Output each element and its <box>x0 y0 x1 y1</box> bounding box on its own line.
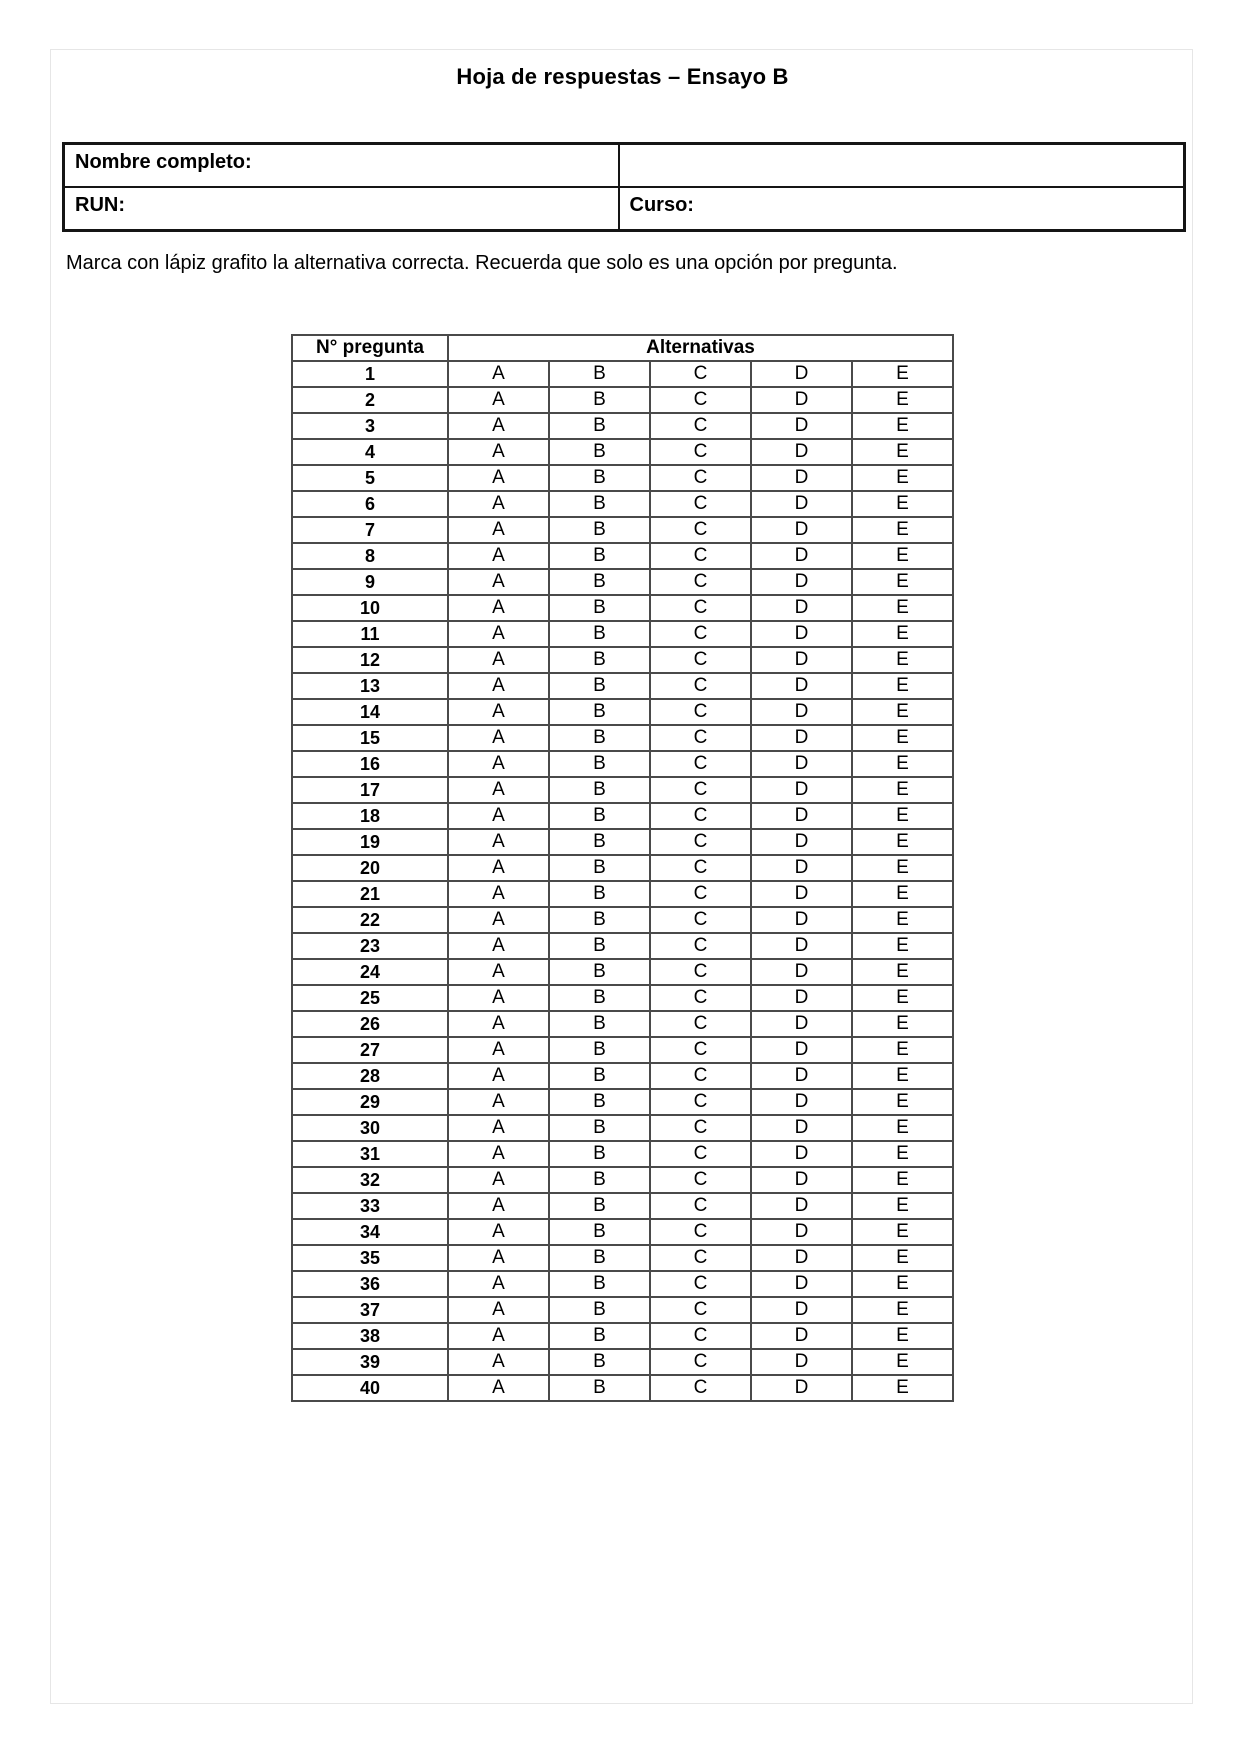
option-cell-e[interactable]: E <box>852 1115 953 1141</box>
option-cell-b[interactable]: B <box>549 1219 650 1245</box>
answer-row <box>292 829 953 855</box>
option-cell-d[interactable]: D <box>751 1245 852 1271</box>
option-cell-c[interactable]: C <box>650 1037 751 1063</box>
option-cell-c[interactable]: C <box>650 1219 751 1245</box>
option-cell-b[interactable]: B <box>549 1245 650 1271</box>
option-cell-e[interactable]: E <box>852 933 953 959</box>
run-label-cell[interactable]: RUN: <box>64 187 619 231</box>
option-cell-d[interactable]: D <box>751 1115 852 1141</box>
answer-row <box>292 673 953 699</box>
option-cell-d[interactable]: D <box>751 439 852 465</box>
answer-row <box>292 1011 953 1037</box>
option-cell-c[interactable]: C <box>650 803 751 829</box>
option-cell-d[interactable]: D <box>751 1375 852 1401</box>
option-cell-c[interactable]: C <box>650 1089 751 1115</box>
option-cell-b[interactable]: B <box>549 699 650 725</box>
question-number: 18 <box>292 803 448 829</box>
question-number: 20 <box>292 855 448 881</box>
option-cell-d[interactable]: D <box>751 543 852 569</box>
option-cell-b[interactable]: B <box>549 387 650 413</box>
option-cell-b[interactable]: B <box>549 829 650 855</box>
option-cell-e[interactable]: E <box>852 1297 953 1323</box>
option-cell-d[interactable]: D <box>751 1193 852 1219</box>
question-number: 24 <box>292 959 448 985</box>
answer-row <box>292 933 953 959</box>
option-cell-d[interactable]: D <box>751 491 852 517</box>
option-cell-b[interactable]: B <box>549 1037 650 1063</box>
option-cell-b[interactable]: B <box>549 517 650 543</box>
answer-row <box>292 1245 953 1271</box>
option-cell-b[interactable]: B <box>549 569 650 595</box>
question-number: 23 <box>292 933 448 959</box>
option-cell-c[interactable]: C <box>650 985 751 1011</box>
option-cell-d[interactable]: D <box>751 777 852 803</box>
question-number: 4 <box>292 439 448 465</box>
option-cell-d[interactable]: D <box>751 1141 852 1167</box>
option-cell-e[interactable]: E <box>852 1193 953 1219</box>
option-cell-a[interactable]: A <box>448 881 549 907</box>
instruction-text: Marca con lápiz grafito la alternativa correcta. Recuerda que solo es una opción por pregunta. <box>66 252 898 274</box>
option-cell-b[interactable]: B <box>549 751 650 777</box>
answer-row <box>292 543 953 569</box>
alternatives-header: Alternativas <box>448 335 953 361</box>
answer-row <box>292 595 953 621</box>
option-cell-d[interactable]: D <box>751 1037 852 1063</box>
option-cell-b[interactable]: B <box>549 1011 650 1037</box>
option-cell-d[interactable]: D <box>751 1011 852 1037</box>
option-cell-a[interactable]: A <box>448 699 549 725</box>
question-number: 19 <box>292 829 448 855</box>
option-cell-a[interactable]: A <box>448 1375 549 1401</box>
option-cell-d[interactable]: D <box>751 569 852 595</box>
option-cell-a[interactable]: A <box>448 387 549 413</box>
option-cell-e[interactable]: E <box>852 907 953 933</box>
option-cell-d[interactable]: D <box>751 1089 852 1115</box>
option-cell-e[interactable]: E <box>852 387 953 413</box>
option-cell-e[interactable]: E <box>852 491 953 517</box>
option-cell-b[interactable]: B <box>549 959 650 985</box>
option-cell-d[interactable]: D <box>751 361 852 387</box>
question-number: 14 <box>292 699 448 725</box>
answer-row <box>292 1349 953 1375</box>
option-cell-d[interactable]: D <box>751 387 852 413</box>
option-cell-c[interactable]: C <box>650 881 751 907</box>
question-number: 33 <box>292 1193 448 1219</box>
option-cell-d[interactable]: D <box>751 1323 852 1349</box>
answer-row <box>292 777 953 803</box>
option-cell-d[interactable]: D <box>751 985 852 1011</box>
answer-row <box>292 725 953 751</box>
answer-row <box>292 751 953 777</box>
option-cell-d[interactable]: D <box>751 647 852 673</box>
option-cell-e[interactable]: E <box>852 1011 953 1037</box>
answer-row <box>292 855 953 881</box>
option-cell-c[interactable]: C <box>650 907 751 933</box>
option-cell-a[interactable]: A <box>448 647 549 673</box>
option-cell-e[interactable]: E <box>852 361 953 387</box>
option-cell-d[interactable]: D <box>751 621 852 647</box>
answer-row <box>292 413 953 439</box>
question-number: 32 <box>292 1167 448 1193</box>
answer-row <box>292 1141 953 1167</box>
option-cell-b[interactable]: B <box>549 803 650 829</box>
option-cell-c[interactable]: C <box>650 751 751 777</box>
answer-row <box>292 907 953 933</box>
question-number: 28 <box>292 1063 448 1089</box>
option-cell-c[interactable]: C <box>650 855 751 881</box>
option-cell-c[interactable]: C <box>650 569 751 595</box>
option-cell-a[interactable]: A <box>448 491 549 517</box>
answer-row <box>292 491 953 517</box>
option-cell-c[interactable]: C <box>650 413 751 439</box>
option-cell-a[interactable]: A <box>448 413 549 439</box>
question-number: 21 <box>292 881 448 907</box>
question-number: 9 <box>292 569 448 595</box>
option-cell-e[interactable]: E <box>852 673 953 699</box>
option-cell-d[interactable]: D <box>751 907 852 933</box>
option-cell-b[interactable]: B <box>549 1063 650 1089</box>
option-cell-e[interactable]: E <box>852 777 953 803</box>
option-cell-b[interactable]: B <box>549 855 650 881</box>
question-number: 31 <box>292 1141 448 1167</box>
option-cell-a[interactable]: A <box>448 907 549 933</box>
question-number: 7 <box>292 517 448 543</box>
page-title: Hoja de respuestas – Ensayo B <box>456 64 789 89</box>
question-number: 27 <box>292 1037 448 1063</box>
answer-row <box>292 647 953 673</box>
option-cell-c[interactable]: C <box>650 1063 751 1089</box>
answer-row <box>292 1375 953 1401</box>
option-cell-a[interactable]: A <box>448 595 549 621</box>
option-cell-c[interactable]: C <box>650 595 751 621</box>
option-cell-e[interactable]: E <box>852 569 953 595</box>
answer-row <box>292 1115 953 1141</box>
option-cell-e[interactable]: E <box>852 1375 953 1401</box>
option-cell-b[interactable]: B <box>549 1141 650 1167</box>
answer-row <box>292 387 953 413</box>
question-number: 26 <box>292 1011 448 1037</box>
option-cell-c[interactable]: C <box>650 1245 751 1271</box>
question-number: 17 <box>292 777 448 803</box>
answer-row <box>292 465 953 491</box>
question-number: 36 <box>292 1271 448 1297</box>
option-cell-c[interactable]: C <box>650 1141 751 1167</box>
question-number: 1 <box>292 361 448 387</box>
option-cell-c[interactable]: C <box>650 1167 751 1193</box>
option-cell-c[interactable]: C <box>650 491 751 517</box>
option-cell-a[interactable]: A <box>448 855 549 881</box>
option-cell-a[interactable]: A <box>448 1297 549 1323</box>
name-value-cell[interactable] <box>619 144 1185 188</box>
option-cell-e[interactable]: E <box>852 829 953 855</box>
option-cell-b[interactable]: B <box>549 465 650 491</box>
question-number: 12 <box>292 647 448 673</box>
option-cell-a[interactable]: A <box>448 1219 549 1245</box>
option-cell-e[interactable]: E <box>852 413 953 439</box>
option-cell-e[interactable]: E <box>852 1141 953 1167</box>
answer-row <box>292 569 953 595</box>
option-cell-d[interactable]: D <box>751 1271 852 1297</box>
option-cell-a[interactable]: A <box>448 1271 549 1297</box>
question-number: 39 <box>292 1349 448 1375</box>
answer-row <box>292 1219 953 1245</box>
option-cell-e[interactable]: E <box>852 517 953 543</box>
option-cell-b[interactable]: B <box>549 647 650 673</box>
option-cell-b[interactable]: B <box>549 673 650 699</box>
option-cell-a[interactable]: A <box>448 439 549 465</box>
answer-row <box>292 1193 953 1219</box>
option-cell-a[interactable]: A <box>448 1323 549 1349</box>
option-cell-b[interactable]: B <box>549 777 650 803</box>
question-number: 13 <box>292 673 448 699</box>
option-cell-e[interactable]: E <box>852 803 953 829</box>
option-cell-e[interactable]: E <box>852 465 953 491</box>
option-cell-b[interactable]: B <box>549 933 650 959</box>
option-cell-d[interactable]: D <box>751 725 852 751</box>
option-cell-a[interactable]: A <box>448 1115 549 1141</box>
option-cell-a[interactable]: A <box>448 1089 549 1115</box>
option-cell-b[interactable]: B <box>549 1297 650 1323</box>
answer-row <box>292 803 953 829</box>
info-row-run-curso <box>64 187 1185 231</box>
question-number: 10 <box>292 595 448 621</box>
option-cell-c[interactable]: C <box>650 439 751 465</box>
option-cell-b[interactable]: B <box>549 1115 650 1141</box>
option-cell-a[interactable]: A <box>448 517 549 543</box>
option-cell-d[interactable]: D <box>751 1297 852 1323</box>
option-cell-b[interactable]: B <box>549 1349 650 1375</box>
option-cell-a[interactable]: A <box>448 465 549 491</box>
option-cell-a[interactable]: A <box>448 673 549 699</box>
option-cell-a[interactable]: A <box>448 1037 549 1063</box>
option-cell-b[interactable]: B <box>549 361 650 387</box>
option-cell-e[interactable]: E <box>852 1219 953 1245</box>
question-number: 6 <box>292 491 448 517</box>
answer-row <box>292 1037 953 1063</box>
option-cell-b[interactable]: B <box>549 543 650 569</box>
option-cell-b[interactable]: B <box>549 725 650 751</box>
question-number: 5 <box>292 465 448 491</box>
question-number: 25 <box>292 985 448 1011</box>
question-number: 3 <box>292 413 448 439</box>
answer-row <box>292 517 953 543</box>
option-cell-c[interactable]: C <box>650 777 751 803</box>
answer-row <box>292 1323 953 1349</box>
option-cell-e[interactable]: E <box>852 1323 953 1349</box>
option-cell-b[interactable]: B <box>549 985 650 1011</box>
option-cell-a[interactable]: A <box>448 985 549 1011</box>
option-cell-d[interactable]: D <box>751 1063 852 1089</box>
question-number: 22 <box>292 907 448 933</box>
option-cell-e[interactable]: E <box>852 1167 953 1193</box>
option-cell-e[interactable]: E <box>852 1349 953 1375</box>
info-row-name <box>64 144 1185 188</box>
option-cell-d[interactable]: D <box>751 413 852 439</box>
option-cell-e[interactable]: E <box>852 959 953 985</box>
question-number: 40 <box>292 1375 448 1401</box>
option-cell-c[interactable]: C <box>650 699 751 725</box>
option-cell-b[interactable]: B <box>549 1375 650 1401</box>
option-cell-c[interactable]: C <box>650 517 751 543</box>
answer-table-body <box>292 361 953 1401</box>
option-cell-c[interactable]: C <box>650 725 751 751</box>
option-cell-c[interactable]: C <box>650 1011 751 1037</box>
answer-row <box>292 439 953 465</box>
option-cell-b[interactable]: B <box>549 1193 650 1219</box>
option-cell-a[interactable]: A <box>448 959 549 985</box>
option-cell-e[interactable]: E <box>852 1245 953 1271</box>
option-cell-d[interactable]: D <box>751 959 852 985</box>
answer-row <box>292 959 953 985</box>
option-cell-b[interactable]: B <box>549 1167 650 1193</box>
option-cell-c[interactable]: C <box>650 829 751 855</box>
student-info-table <box>62 142 1186 232</box>
answer-row <box>292 699 953 725</box>
option-cell-e[interactable]: E <box>852 985 953 1011</box>
option-cell-b[interactable]: B <box>549 439 650 465</box>
option-cell-a[interactable]: A <box>448 1011 549 1037</box>
question-number: 16 <box>292 751 448 777</box>
option-cell-a[interactable]: A <box>448 1063 549 1089</box>
question-number: 38 <box>292 1323 448 1349</box>
option-cell-e[interactable]: E <box>852 595 953 621</box>
option-cell-d[interactable]: D <box>751 803 852 829</box>
option-cell-b[interactable]: B <box>549 1271 650 1297</box>
option-cell-e[interactable]: E <box>852 881 953 907</box>
answer-row <box>292 985 953 1011</box>
option-cell-c[interactable]: C <box>650 1115 751 1141</box>
answer-row <box>292 1271 953 1297</box>
option-cell-d[interactable]: D <box>751 517 852 543</box>
answer-row <box>292 1063 953 1089</box>
answer-row <box>292 1297 953 1323</box>
option-cell-d[interactable]: D <box>751 699 852 725</box>
answer-row <box>292 621 953 647</box>
option-cell-a[interactable]: A <box>448 725 549 751</box>
option-cell-e[interactable]: E <box>852 1271 953 1297</box>
option-cell-e[interactable]: E <box>852 1063 953 1089</box>
option-cell-b[interactable]: B <box>549 491 650 517</box>
option-cell-e[interactable]: E <box>852 543 953 569</box>
option-cell-b[interactable]: B <box>549 1089 650 1115</box>
option-cell-b[interactable]: B <box>549 621 650 647</box>
option-cell-a[interactable]: A <box>448 777 549 803</box>
question-number: 37 <box>292 1297 448 1323</box>
option-cell-c[interactable]: C <box>650 361 751 387</box>
option-cell-e[interactable]: E <box>852 647 953 673</box>
option-cell-b[interactable]: B <box>549 1323 650 1349</box>
option-cell-e[interactable]: E <box>852 751 953 777</box>
answer-row <box>292 361 953 387</box>
option-cell-a[interactable]: A <box>448 361 549 387</box>
option-cell-c[interactable]: C <box>650 465 751 491</box>
option-cell-a[interactable]: A <box>448 543 549 569</box>
curso-label-cell[interactable]: Curso: <box>619 187 1185 231</box>
option-cell-e[interactable]: E <box>852 855 953 881</box>
option-cell-a[interactable]: A <box>448 1167 549 1193</box>
question-number: 29 <box>292 1089 448 1115</box>
option-cell-c[interactable]: C <box>650 959 751 985</box>
option-cell-a[interactable]: A <box>448 829 549 855</box>
option-cell-e[interactable]: E <box>852 621 953 647</box>
option-cell-a[interactable]: A <box>448 933 549 959</box>
option-cell-d[interactable]: D <box>751 1349 852 1375</box>
option-cell-d[interactable]: D <box>751 829 852 855</box>
question-number: 15 <box>292 725 448 751</box>
option-cell-a[interactable]: A <box>448 1245 549 1271</box>
option-cell-d[interactable]: D <box>751 595 852 621</box>
answer-row <box>292 1167 953 1193</box>
option-cell-c[interactable]: C <box>650 673 751 699</box>
option-cell-c[interactable]: C <box>650 1323 751 1349</box>
question-number: 35 <box>292 1245 448 1271</box>
option-cell-d[interactable]: D <box>751 1167 852 1193</box>
option-cell-c[interactable]: C <box>650 647 751 673</box>
option-cell-b[interactable]: B <box>549 907 650 933</box>
option-cell-a[interactable]: A <box>448 751 549 777</box>
option-cell-c[interactable]: C <box>650 1193 751 1219</box>
question-number: 2 <box>292 387 448 413</box>
answer-row <box>292 881 953 907</box>
answer-table-header-row <box>292 335 953 361</box>
option-cell-d[interactable]: D <box>751 855 852 881</box>
option-cell-c[interactable]: C <box>650 1375 751 1401</box>
question-number: 8 <box>292 543 448 569</box>
option-cell-e[interactable]: E <box>852 1037 953 1063</box>
option-cell-e[interactable]: E <box>852 1089 953 1115</box>
option-cell-c[interactable]: C <box>650 1297 751 1323</box>
question-number: 34 <box>292 1219 448 1245</box>
option-cell-a[interactable]: A <box>448 1193 549 1219</box>
option-cell-b[interactable]: B <box>549 881 650 907</box>
option-cell-e[interactable]: E <box>852 699 953 725</box>
option-cell-a[interactable]: A <box>448 569 549 595</box>
option-cell-e[interactable]: E <box>852 725 953 751</box>
question-number: 11 <box>292 621 448 647</box>
option-cell-c[interactable]: C <box>650 543 751 569</box>
option-cell-b[interactable]: B <box>549 595 650 621</box>
answer-row <box>292 1089 953 1115</box>
option-cell-c[interactable]: C <box>650 933 751 959</box>
option-cell-d[interactable]: D <box>751 751 852 777</box>
option-cell-d[interactable]: D <box>751 881 852 907</box>
option-cell-d[interactable]: D <box>751 465 852 491</box>
option-cell-a[interactable]: A <box>448 803 549 829</box>
option-cell-a[interactable]: A <box>448 1141 549 1167</box>
option-cell-a[interactable]: A <box>448 1349 549 1375</box>
question-number-header: N° pregunta <box>292 335 448 361</box>
option-cell-b[interactable]: B <box>549 413 650 439</box>
question-number: 30 <box>292 1115 448 1141</box>
option-cell-d[interactable]: D <box>751 933 852 959</box>
option-cell-a[interactable]: A <box>448 621 549 647</box>
option-cell-d[interactable]: D <box>751 1219 852 1245</box>
name-label-cell: Nombre completo: <box>64 144 619 188</box>
answer-table <box>291 334 954 1402</box>
option-cell-c[interactable]: C <box>650 1271 751 1297</box>
option-cell-c[interactable]: C <box>650 621 751 647</box>
option-cell-c[interactable]: C <box>650 387 751 413</box>
option-cell-e[interactable]: E <box>852 439 953 465</box>
option-cell-d[interactable]: D <box>751 673 852 699</box>
option-cell-c[interactable]: C <box>650 1349 751 1375</box>
